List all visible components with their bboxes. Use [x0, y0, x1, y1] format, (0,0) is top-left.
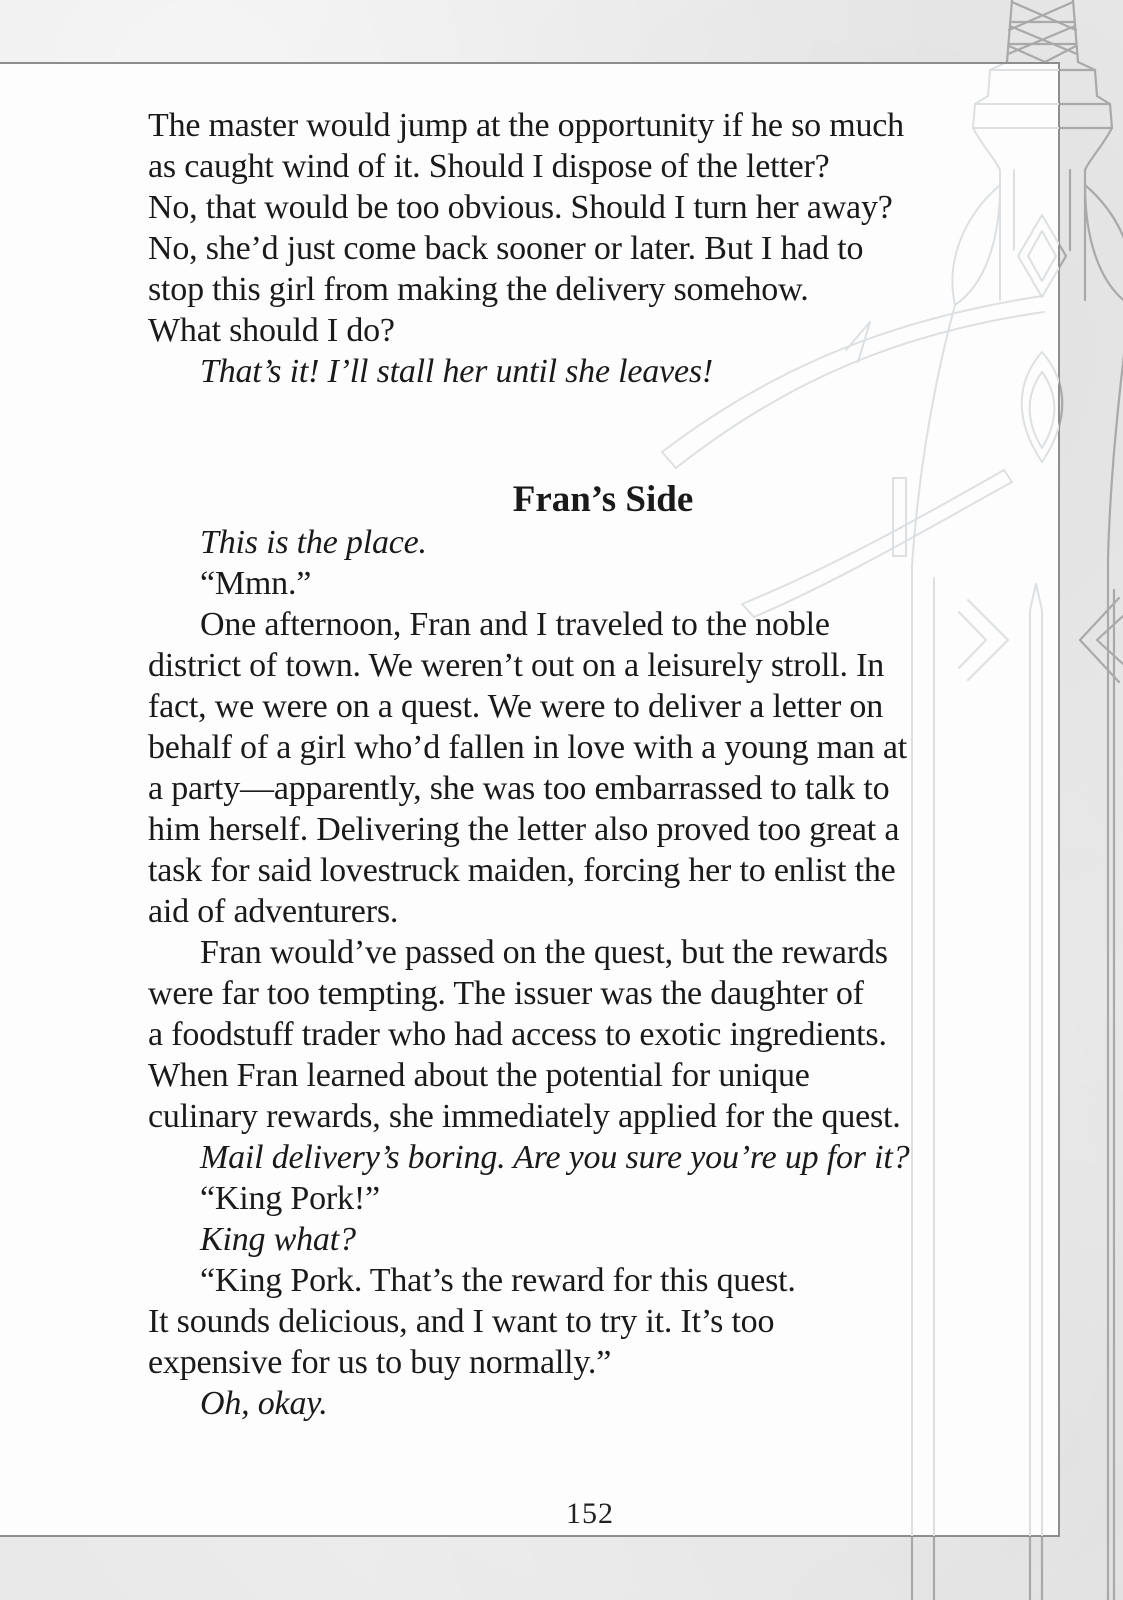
- text-line: Mail delivery’s boring. Are you sure you’re up for it?: [200, 1139, 910, 1176]
- paragraph: [148, 604, 1022, 932]
- paragraph: [148, 105, 1022, 351]
- text-line: a party—apparently, she was too embarrassed to talk to: [148, 770, 890, 807]
- text-line: Fran’s Side: [512, 479, 694, 520]
- paragraph: [148, 1178, 1022, 1219]
- paragraph: [148, 1137, 1022, 1178]
- text-line: No, that would be too obvious. Should I turn her away?: [148, 189, 893, 226]
- text-line: culinary rewards, she immediately applied for the quest.: [148, 1098, 901, 1135]
- text-line: That’s it! I’ll stall her until she leaves!: [200, 353, 714, 390]
- text-line: The master would jump at the opportunity if he so much: [148, 107, 904, 144]
- paragraph: [148, 1383, 1022, 1424]
- text-line: stop this girl from making the delivery somehow.: [148, 271, 809, 308]
- text-line: as caught wind of it. Should I dispose of the letter?: [148, 148, 830, 185]
- paragraph: [148, 1219, 1022, 1260]
- text-line: task for said lovestruck maiden, forcing her to enlist the: [148, 852, 896, 889]
- text-line: It sounds delicious, and I want to try it. It’s too: [148, 1303, 775, 1340]
- paragraph: [148, 932, 1022, 1137]
- text-line: No, she’d just come back sooner or later. But I had to: [148, 230, 864, 267]
- text-line: expensive for us to buy normally.”: [148, 1344, 612, 1381]
- text-line: “Mmn.”: [200, 565, 312, 602]
- text-line: fact, we were on a quest. We were to deliver a letter on: [148, 688, 883, 725]
- text-line: King what?: [200, 1221, 356, 1258]
- page-number: 152: [566, 1497, 614, 1530]
- text-line: behalf of a girl who’d fallen in love with a young man at: [148, 729, 908, 766]
- section-heading: [148, 478, 1022, 522]
- text-line: “King Pork!”: [200, 1180, 380, 1217]
- text-line: This is the place.: [200, 524, 427, 561]
- paragraph: [148, 351, 1022, 392]
- text-line: Oh, okay.: [200, 1385, 328, 1422]
- text-line: him herself. Delivering the letter also proved too great a: [148, 811, 900, 848]
- text-line: “King Pork. That’s the reward for this quest.: [200, 1262, 796, 1299]
- text-line: aid of adventurers.: [148, 893, 399, 930]
- paragraph: [148, 522, 1022, 563]
- text-line: What should I do?: [148, 312, 395, 349]
- text-line: were far too tempting. The issuer was the daughter of: [148, 975, 864, 1012]
- page-text: [148, 105, 1022, 1424]
- text-line: One afternoon, Fran and I traveled to the noble: [200, 606, 830, 643]
- paragraph: [148, 1260, 1022, 1383]
- text-line: When Fran learned about the potential for unique: [148, 1057, 810, 1094]
- text-line: Fran would’ve passed on the quest, but the rewards: [200, 934, 888, 971]
- text-line: district of town. We weren’t out on a leisurely stroll. In: [148, 647, 885, 684]
- text-line: a foodstuff trader who had access to exotic ingredients.: [148, 1016, 887, 1053]
- paragraph: [148, 563, 1022, 604]
